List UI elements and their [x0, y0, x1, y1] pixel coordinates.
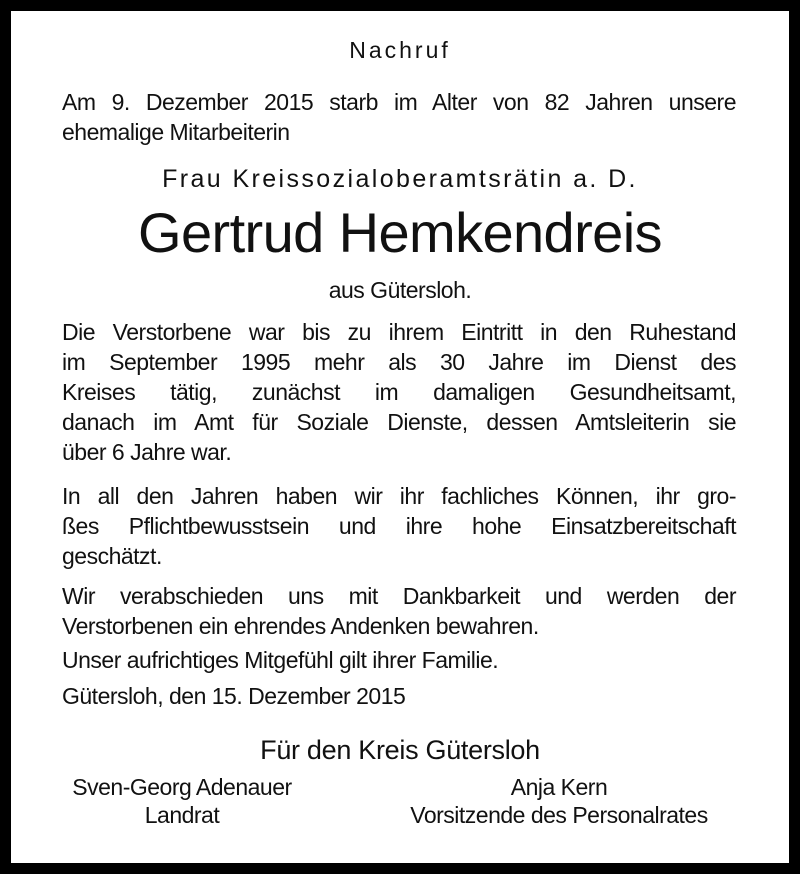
deceased-title: Frau Kreissozialoberamtsrätin a. D. [162, 165, 638, 193]
text-line: Die Verstorbene war bis zu ihrem Eintritt in den Ruhestand [62, 319, 736, 345]
deceased-origin: aus Gütersloh. [328, 277, 472, 303]
signature-heading: Für den Kreis Gütersloh [260, 735, 540, 765]
place-date [62, 681, 736, 711]
text-line: danach im Amt für Soziale Dienste, dessen Amtsleiterin sie [62, 409, 736, 435]
text-line: über 6 Jahre war. [62, 439, 232, 465]
text-line: im September 1995 mehr als 30 Jahre im Dienst des [62, 349, 736, 375]
appreciation-paragraph [62, 481, 736, 571]
text-line: In all den Jahren haben wir ihr fachliches Können, ihr gro- [62, 483, 736, 509]
signer-left [51, 773, 313, 829]
notice-heading: Nachruf [349, 37, 451, 63]
signer-role: Vorsitzende des Personalrates [410, 802, 708, 828]
text-line: Verstorbenen ein ehrendes Andenken bewahren. [62, 613, 539, 639]
intro-paragraph [62, 87, 736, 147]
obituary-notice [11, 11, 789, 863]
text-line: Unser aufrichtiges Mitgefühl gilt ihrer Familie. [62, 647, 499, 673]
intro-line: ehemalige Mitarbeiterin [62, 119, 290, 145]
signer-role: Landrat [144, 802, 220, 828]
signer-name: Sven-Georg Adenauer [72, 774, 292, 800]
text-line: Kreises tätig, zunächst im damaligen Gesundheitsamt, [62, 379, 736, 405]
signer-name: Anja Kern [510, 774, 608, 800]
condolence-paragraph [62, 645, 736, 675]
signer-right [369, 773, 749, 829]
text-line: geschätzt. [62, 543, 162, 569]
career-paragraph [62, 317, 736, 467]
farewell-paragraph [62, 581, 736, 641]
deceased-name: Gertrud Hemkendreis [138, 201, 662, 264]
text-line: Wir verabschieden uns mit Dankbarkeit und werden der [62, 583, 736, 609]
text-line: ßes Pflichtbewusstsein und ihre hohe Einsatzbereitschaft [62, 513, 736, 539]
place-date-text: Gütersloh, den 15. Dezember 2015 [62, 683, 406, 709]
intro-line: Am 9. Dezember 2015 starb im Alter von 82 Jahren unsere [62, 89, 736, 115]
